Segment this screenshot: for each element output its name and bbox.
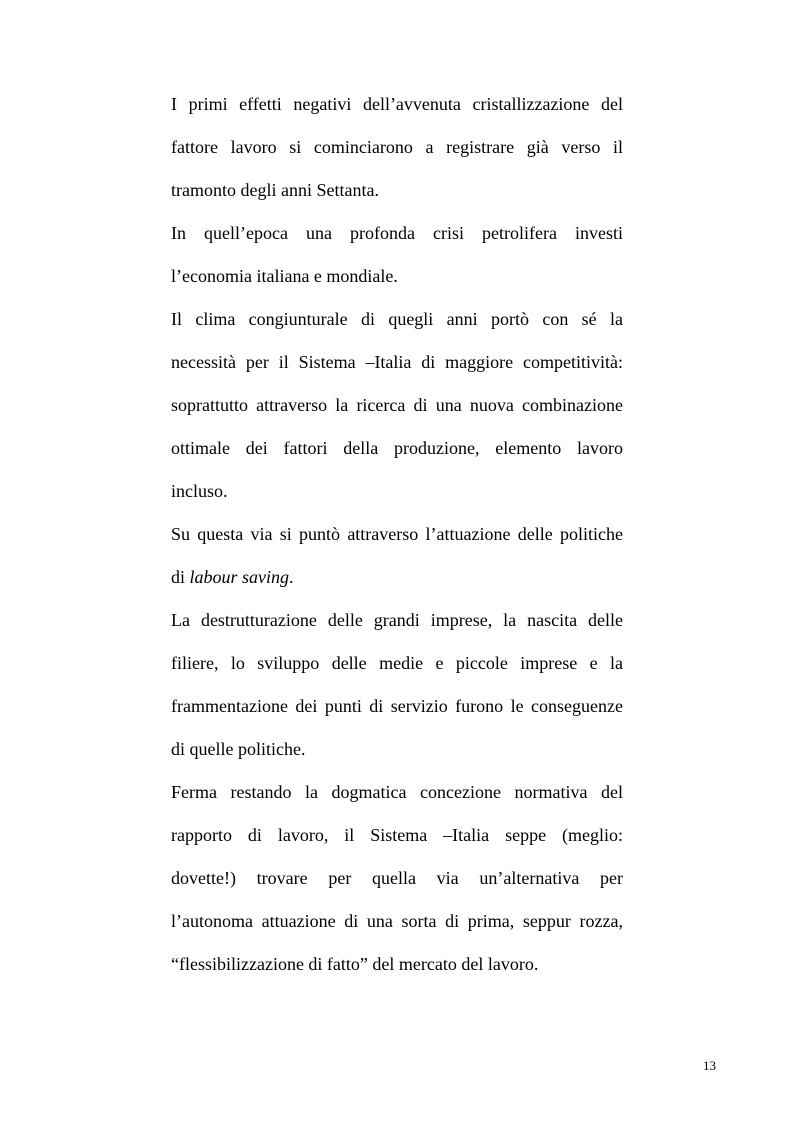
text-line: l’autonoma attuazione di una sorta di prima, seppur rozza, <box>171 911 623 931</box>
text-line: tramonto degli anni Settanta. <box>171 180 379 200</box>
text-line: necessità per il Sistema –Italia di maggiore competitività: <box>171 352 623 372</box>
text-line: Su questa via si puntò attraverso l’attuazione delle politiche <box>171 524 623 544</box>
text-line: fattore lavoro si cominciarono a registrare già verso il <box>171 137 623 157</box>
text-line: l’economia italiana e mondiale. <box>171 266 398 286</box>
text-line: Ferma restando la dogmatica concezione normativa del <box>171 782 623 802</box>
text-line: dovette!) trovare per quella via un’alternativa per <box>171 868 623 888</box>
text-line: rapporto di lavoro, il Sistema –Italia seppe (meglio: <box>171 825 623 845</box>
text-line: In quell’epoca una profonda crisi petrolifera investi <box>171 223 623 243</box>
text-span: . <box>289 567 294 587</box>
text-line: incluso. <box>171 481 228 501</box>
text-line: frammentazione dei punti di servizio furono le conseguenze <box>171 696 623 716</box>
text-line: Il clima congiunturale di quegli anni portò con sé la <box>171 309 623 329</box>
text-line: I primi effetti negativi dell’avvenuta cristallizzazione del <box>171 94 623 114</box>
text-span: di <box>171 567 190 587</box>
text-line: di quelle politiche. <box>171 739 306 759</box>
italic-term: labour saving <box>189 567 290 587</box>
text-line <box>171 556 623 599</box>
text-line: La destrutturazione delle grandi imprese, la nascita delle <box>171 610 623 630</box>
text-line: “flessibilizzazione di fatto” del mercato del lavoro. <box>171 954 539 974</box>
text-line: filiere, lo sviluppo delle medie e piccole imprese e la <box>171 653 623 673</box>
text-line: soprattutto attraverso la ricerca di una nuova combinazione <box>171 395 623 415</box>
document-body <box>171 83 623 986</box>
text-line: ottimale dei fattori della produzione, elemento lavoro <box>171 438 623 458</box>
page-number: 13 <box>703 1058 716 1073</box>
